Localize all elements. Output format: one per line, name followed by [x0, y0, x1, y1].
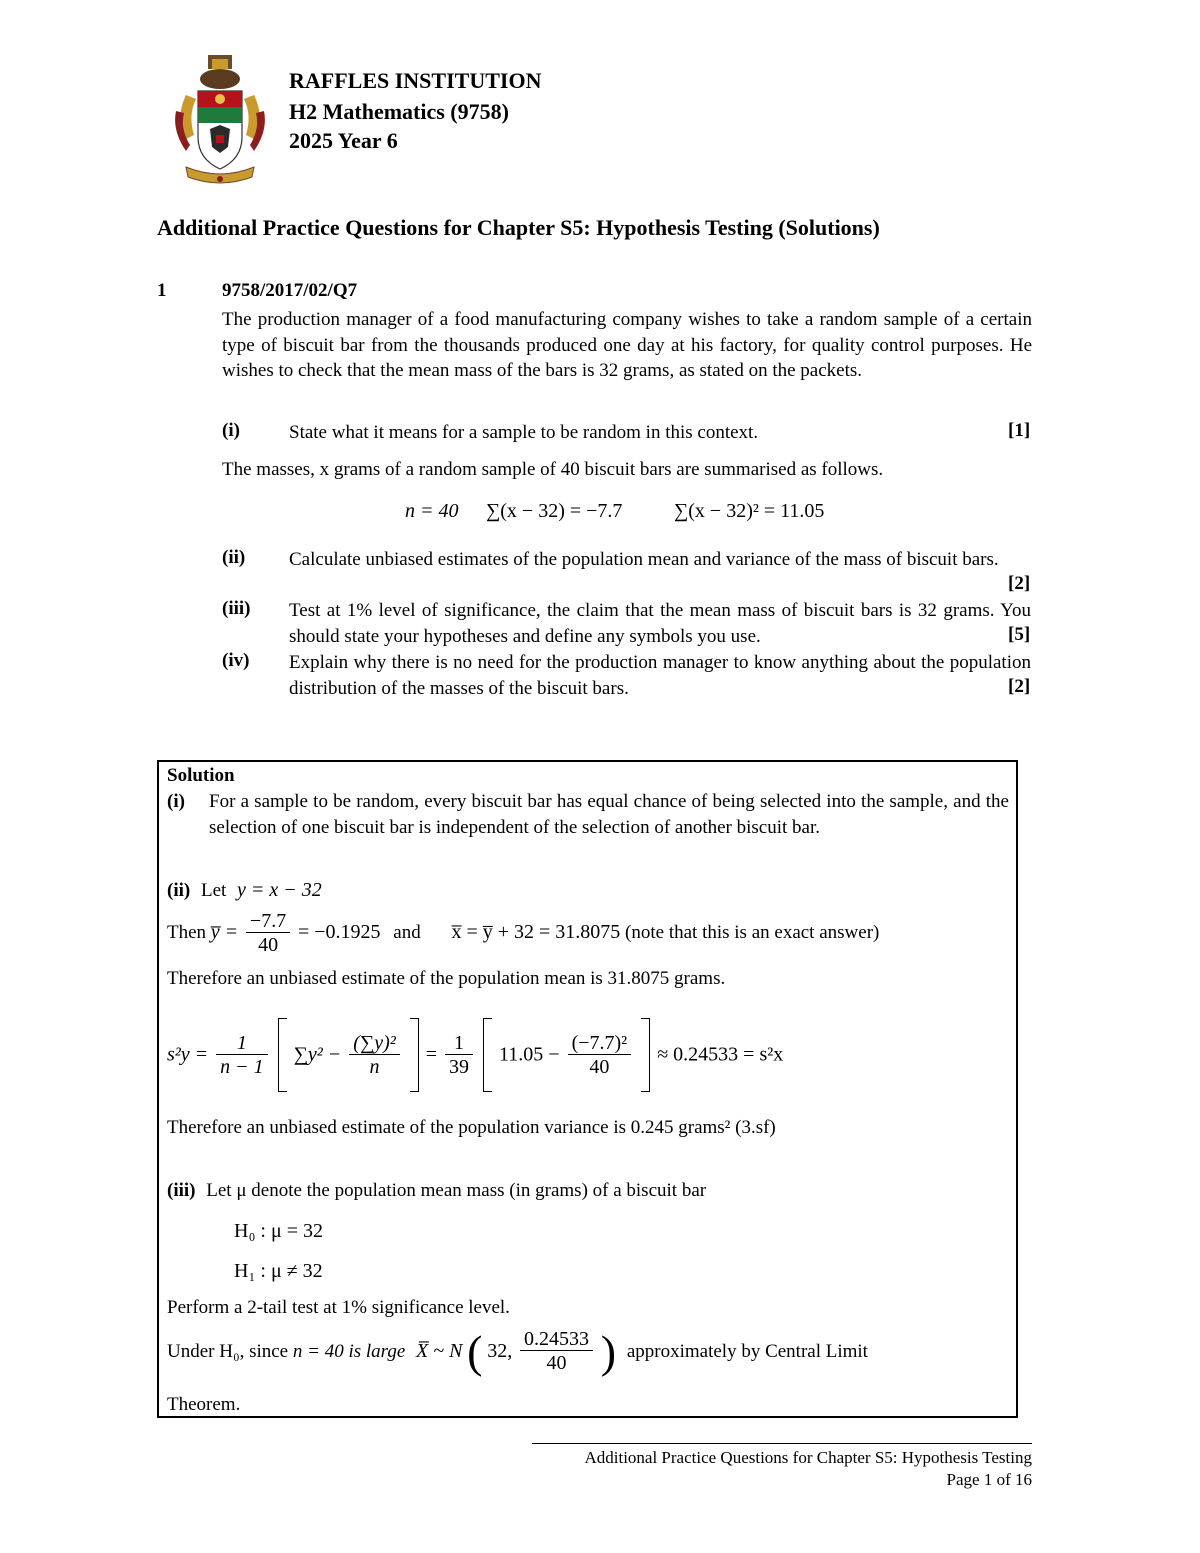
solution-iii-line — [167, 1178, 706, 1204]
clt-text: approximately by Central Limit — [626, 1340, 868, 1362]
fraction-numerator: (∑y)² — [349, 1032, 399, 1055]
right-bracket — [641, 1018, 650, 1092]
left-paren: ( — [467, 1325, 483, 1377]
left-bracket — [278, 1018, 287, 1092]
exact-answer-note: (note that this is an exact answer) — [625, 921, 880, 943]
fraction-denominator: 40 — [546, 1352, 567, 1374]
variance-formula — [167, 1018, 783, 1092]
variance-inner2-fraction — [568, 1032, 632, 1079]
part-marks: [2] — [1008, 676, 1031, 697]
then-text: Then — [167, 921, 207, 943]
footer-title: Additional Practice Questions for Chapter S5: Hypothesis Testing — [584, 1448, 1032, 1467]
summary-sum2: ∑(x − 32)² = 11.05 — [674, 500, 825, 522]
n-large-text: n = 40 is large — [292, 1340, 406, 1362]
year-label: 2025 Year 6 — [289, 128, 398, 153]
part-label: (i) — [222, 420, 240, 441]
variance-inner-fraction — [349, 1032, 399, 1079]
part-label: (iii) — [222, 598, 251, 619]
solution-ii-label: (ii) — [167, 880, 191, 901]
fraction-denominator: n — [369, 1055, 380, 1078]
part-text: Explain why there is no need for the production manager to know anything about the population distribution of the masses of the biscuit bars. — [289, 652, 1031, 699]
part-label: (iv) — [222, 650, 250, 671]
mean-conclusion: Therefore an unbiased estimate of the population mean is 31.8075 grams. — [167, 968, 726, 989]
summary-n-text: n = 40 — [405, 500, 459, 522]
ybar-symbol: y̅ = — [210, 920, 239, 943]
institution-name: RAFFLES INSTITUTION — [289, 68, 542, 93]
summary-sum1: ∑(x − 32) = −7.7 — [486, 500, 623, 522]
school-crest-logo — [172, 55, 268, 191]
fraction-denominator: 39 — [449, 1055, 470, 1078]
left-bracket — [483, 1018, 492, 1092]
under-h0-text: Under H₀, since — [167, 1340, 289, 1362]
right-bracket — [410, 1018, 419, 1092]
summary-intro: The masses, x grams of a random sample of 40 biscuit bars are summarised as follows. — [222, 459, 884, 480]
fraction-numerator: −7.7 — [246, 910, 290, 933]
solution-iii-let: Let μ denote the population mean mass (in grams) of a biscuit bar — [206, 1180, 707, 1201]
ybar-fraction — [246, 910, 290, 957]
question-intro: The production manager of a food manufacturing company wishes to take a random sample of a certain type of biscuit bar from the thousands produced one day at his factory, for quality control purposes. He wishes to check that the mean mass of the bars is 32 grams, as stated on the packets. — [222, 309, 1032, 381]
document-title: Additional Practice Questions for Chapter S5: Hypothesis Testing (Solutions) — [157, 215, 880, 240]
fraction-numerator: 0.24533 — [520, 1328, 593, 1351]
distribution-line — [167, 1325, 868, 1377]
distribution-mean: 32, — [487, 1339, 513, 1362]
variance-value1: 11.05 − — [499, 1043, 560, 1066]
solution-ii-let: Let — [200, 880, 227, 901]
part-text: Calculate unbiased estimates of the population mean and variance of the mass of biscuit bars. — [289, 549, 999, 570]
test-statement: Perform a 2-tail test at 1% significance level. — [167, 1297, 510, 1318]
part-marks: [5] — [1008, 624, 1031, 645]
fraction-denominator: n − 1 — [220, 1055, 264, 1078]
solution-iii-label: (iii) — [167, 1180, 196, 1201]
fraction-numerator: (−7.7)² — [568, 1032, 632, 1055]
theorem-text: Theorem. — [167, 1394, 241, 1415]
solution-mean-line — [167, 910, 879, 957]
variance-lhs: s²y = — [167, 1043, 209, 1066]
right-paren: ) — [600, 1325, 617, 1377]
fraction-numerator: 1 — [445, 1032, 473, 1055]
part-text: Test at 1% level of significance, the claim that the mean mass of biscuit bars is 32 grams. You should state your hypotheses and define any symbols you use. — [289, 600, 1031, 647]
solution-ii-let-expr: y = x − 32 — [237, 879, 322, 901]
summary-n — [405, 500, 459, 523]
variance-sum-term: ∑y² − — [293, 1043, 342, 1066]
alternative-hypothesis: H₁ : μ ≠ 32 — [234, 1260, 323, 1282]
footer-divider — [532, 1443, 1032, 1444]
part-marks: [2] — [1008, 573, 1031, 594]
variance-conclusion: Therefore an unbiased estimate of the population variance is 0.245 grams² (3.sf) — [167, 1117, 776, 1138]
distribution-variance-fraction — [520, 1328, 593, 1375]
fraction-denominator: 40 — [589, 1055, 610, 1078]
null-hypothesis: H₀ : μ = 32 — [234, 1220, 323, 1242]
fraction-numerator: 1 — [216, 1032, 268, 1055]
page-number: Page 1 of 16 — [946, 1470, 1032, 1489]
fraction-denominator: 40 — [258, 934, 279, 956]
solution-i-label: (i) — [167, 791, 185, 812]
xbar-expression: x̅ = y̅ + 32 = 31.8075 — [451, 920, 621, 943]
solution-i-text: For a sample to be random, every biscuit bar has equal chance of being selected into the sample, and the selection of one biscuit bar is independent of the selection of another biscuit bar. — [209, 791, 1009, 838]
and-text: and — [393, 921, 421, 943]
solution-ii-line — [167, 878, 322, 904]
ybar-value: = −0.1925 — [297, 920, 381, 943]
variance-coef-fraction — [216, 1032, 268, 1079]
solution-heading: Solution — [167, 765, 235, 786]
variance-coef2-fraction — [445, 1032, 473, 1079]
part-text: State what it means for a sample to be random in this context. — [289, 422, 759, 443]
question-reference: 9758/2017/02/Q7 — [222, 280, 358, 301]
part-marks: [1] — [1008, 420, 1031, 441]
part-label: (ii) — [222, 547, 246, 568]
variance-result: ≈ 0.24533 = s²x — [657, 1043, 784, 1066]
subject-name: H2 Mathematics (9758) — [289, 99, 509, 124]
distribution-lhs: X̅ ~ N — [416, 1339, 463, 1362]
variance-equals: = — [425, 1043, 438, 1066]
question-number: 1 — [157, 280, 167, 301]
